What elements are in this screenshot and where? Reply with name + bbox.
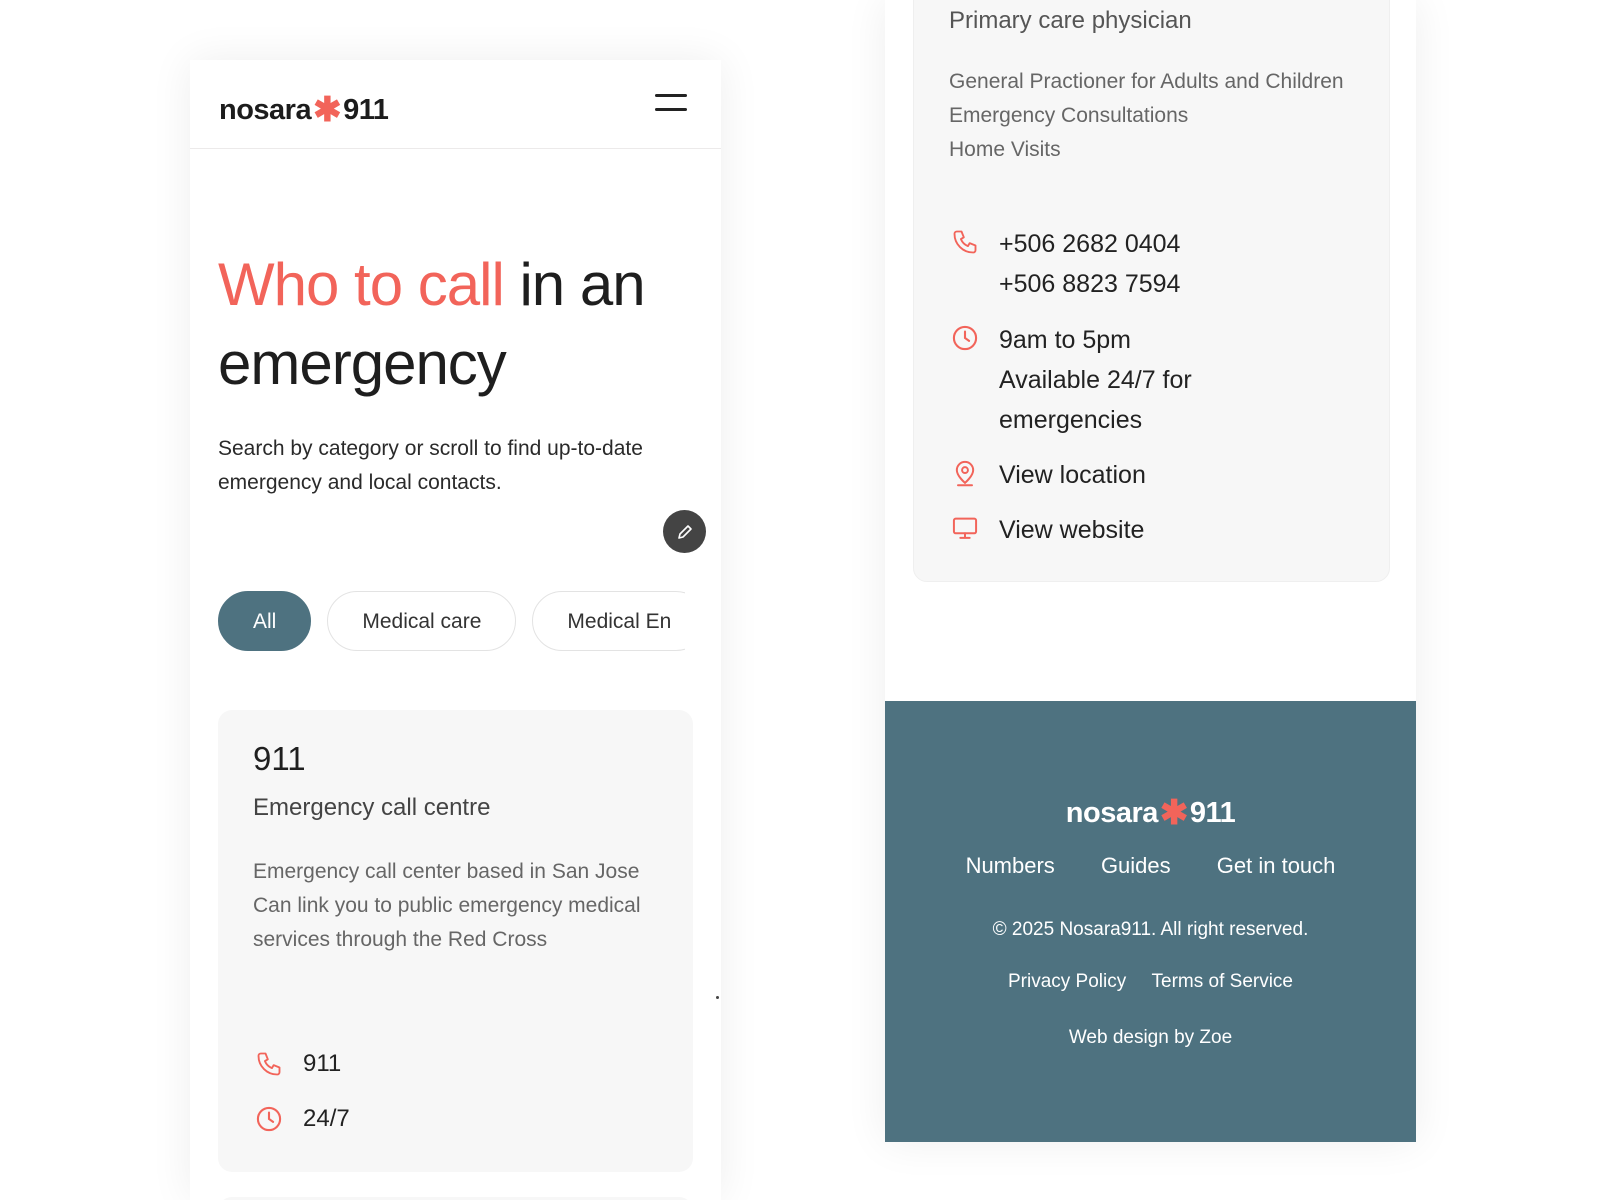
contact-card xyxy=(913,0,1390,582)
logo-name: nosara xyxy=(219,94,312,126)
hours-text: 24/7 xyxy=(303,1105,350,1132)
filter-chip-medical-emergency[interactable]: Medical En xyxy=(532,591,685,651)
phone-row xyxy=(949,224,1180,304)
right-phone-screen xyxy=(885,0,1416,1142)
phone-icon xyxy=(253,1048,285,1080)
hours-text: 9am to 5pm Available 24/7 for emergencies xyxy=(999,326,1192,434)
scroll-dot xyxy=(716,996,719,999)
filter-chip-medical-care[interactable]: Medical care xyxy=(327,591,516,651)
phone-icon xyxy=(949,226,981,258)
hours-row xyxy=(949,320,1192,440)
privacy-policy-link[interactable]: Privacy Policy xyxy=(1007,971,1127,992)
card-description: Emergency call center based in San Jose Can link you to public emergency medical services through the Red Cross xyxy=(253,860,641,951)
footer-logo[interactable] xyxy=(885,791,1416,831)
edit-button[interactable] xyxy=(663,510,706,553)
map-pin-icon xyxy=(949,457,981,489)
terms-of-service-link[interactable]: Terms of Service xyxy=(1151,971,1293,992)
pencil-icon xyxy=(675,522,695,542)
asterisk-icon: ✱ xyxy=(1159,794,1188,832)
footer xyxy=(885,701,1416,1142)
asterisk-icon: ✱ xyxy=(313,91,342,129)
footer-link-numbers[interactable]: Numbers xyxy=(965,853,1055,878)
top-bar xyxy=(190,60,721,149)
title-rest: in an emergency xyxy=(218,251,645,397)
logo-number: 911 xyxy=(1189,797,1236,829)
monitor-icon xyxy=(949,512,981,544)
card-category: Primary care physician xyxy=(949,7,1192,34)
page-title xyxy=(218,245,698,403)
phone-row[interactable] xyxy=(253,1048,341,1080)
website-row[interactable] xyxy=(949,510,1144,550)
legal-links xyxy=(885,971,1416,993)
hamburger-menu-icon[interactable] xyxy=(655,94,687,114)
card-category: Emergency call centre xyxy=(253,794,491,821)
category-filter-bar xyxy=(218,591,685,655)
footer-link-get-in-touch[interactable]: Get in touch xyxy=(1216,853,1336,878)
design-credit[interactable]: Web design by Zoe xyxy=(1068,1027,1233,1048)
footer-link-guides[interactable]: Guides xyxy=(1100,853,1171,878)
view-website-link[interactable]: View website xyxy=(999,516,1145,544)
view-location-link[interactable]: View location xyxy=(999,461,1146,489)
logo-name: nosara xyxy=(1065,797,1158,829)
phone-numbers xyxy=(999,224,1180,304)
footer-nav xyxy=(885,853,1416,879)
left-phone-screen xyxy=(190,60,721,1200)
copyright: © 2025 Nosara911. All right reserved. xyxy=(992,919,1309,940)
card-number: 911 xyxy=(253,740,306,777)
contact-card xyxy=(218,710,693,1172)
title-accent: Who to call xyxy=(218,251,504,318)
phone-number[interactable]: +506 2682 0404 xyxy=(999,230,1181,258)
card-description: General Practioner for Adults and Children Emergency Consultations Home Visits xyxy=(949,70,1344,161)
phone-number[interactable]: +506 8823 7594 xyxy=(999,270,1181,298)
clock-icon xyxy=(253,1103,285,1135)
location-row[interactable] xyxy=(949,455,1146,495)
phone-number[interactable]: 911 xyxy=(303,1050,342,1077)
hours-row xyxy=(253,1103,350,1135)
logo-number: 911 xyxy=(343,94,389,126)
filter-chip-all[interactable]: All xyxy=(218,591,311,651)
logo[interactable] xyxy=(219,88,388,128)
clock-icon xyxy=(949,322,981,354)
page-subtitle: Search by category or scroll to find up-to-date emergency and local contacts. xyxy=(218,437,643,494)
